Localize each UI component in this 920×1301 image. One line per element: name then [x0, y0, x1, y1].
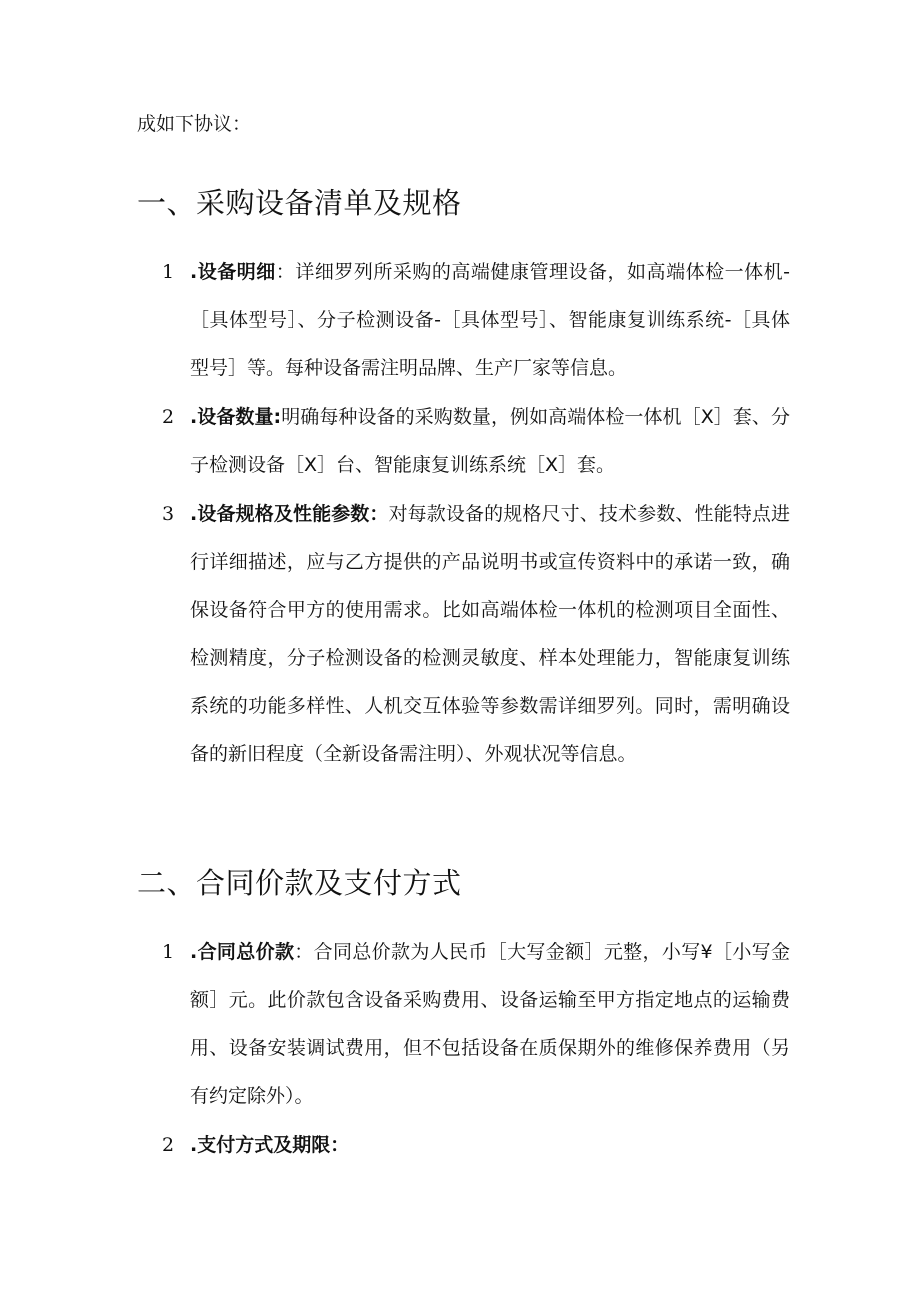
item-text: 明确每种设备的采购数量，例如高端体检一体机［X］套、分子检测设备［X］台、智能康复训练系统［X］套。 — [190, 406, 790, 476]
item-term: .设备数量: — [190, 406, 282, 428]
item-body — [190, 248, 790, 392]
item-number: 2 — [162, 1134, 175, 1156]
section-heading-2: 二、合同价款及支付方式 — [137, 866, 462, 900]
item-text: ：合同总价款为人民币［大写金额］元整，小写¥［小写金额］元。此价款包含设备采购费用、设备运输至甲方指定地点的运输费用、设备安装调试费用，但不包括设备在质保期外的维修保养费用（另有约定除外）。 — [190, 941, 791, 1107]
intro-text: 成如下协议： — [137, 113, 252, 135]
item-body — [190, 490, 790, 778]
item-term: .合同总价款 — [190, 941, 295, 963]
section-heading-1: 一、采购设备清单及规格 — [137, 186, 462, 220]
item-text: 对每款设备的规格尺寸、技术参数、性能特点进行详细描述，应与乙方提供的产品说明书或宣传资料中的承诺一致，确保设备符合甲方的使用需求。比如高端体检一体机的检测项目全面性、检测精度，分子检测设备的检测灵敏度、样本处理能力，智能康复训练系统的功能多样性、人机交互体验等参数需详细罗列。同时，需明确设备的新旧程度（全新设备需注明）、外观状况等信息。 — [190, 503, 790, 765]
item-term: .设备明细 — [190, 261, 276, 283]
item-body — [190, 393, 790, 489]
item-number: 3 — [162, 503, 175, 525]
item-text: ：详细罗列所采购的高端健康管理设备，如高端体检一体机-［具体型号］、分子检测设备-［具体型号］、智能康复训练系统-［具体型号］等。每种设备需注明品牌、生产厂家等信息。 — [190, 261, 791, 379]
item-body — [190, 928, 790, 1120]
item-number: 2 — [162, 406, 175, 428]
item-term: .设备规格及性能参数： — [190, 503, 389, 525]
item-term: .支付方式及期限： — [190, 1134, 350, 1156]
item-body — [190, 1121, 790, 1169]
item-number: 1 — [162, 261, 175, 283]
item-number: 1 — [162, 941, 175, 963]
